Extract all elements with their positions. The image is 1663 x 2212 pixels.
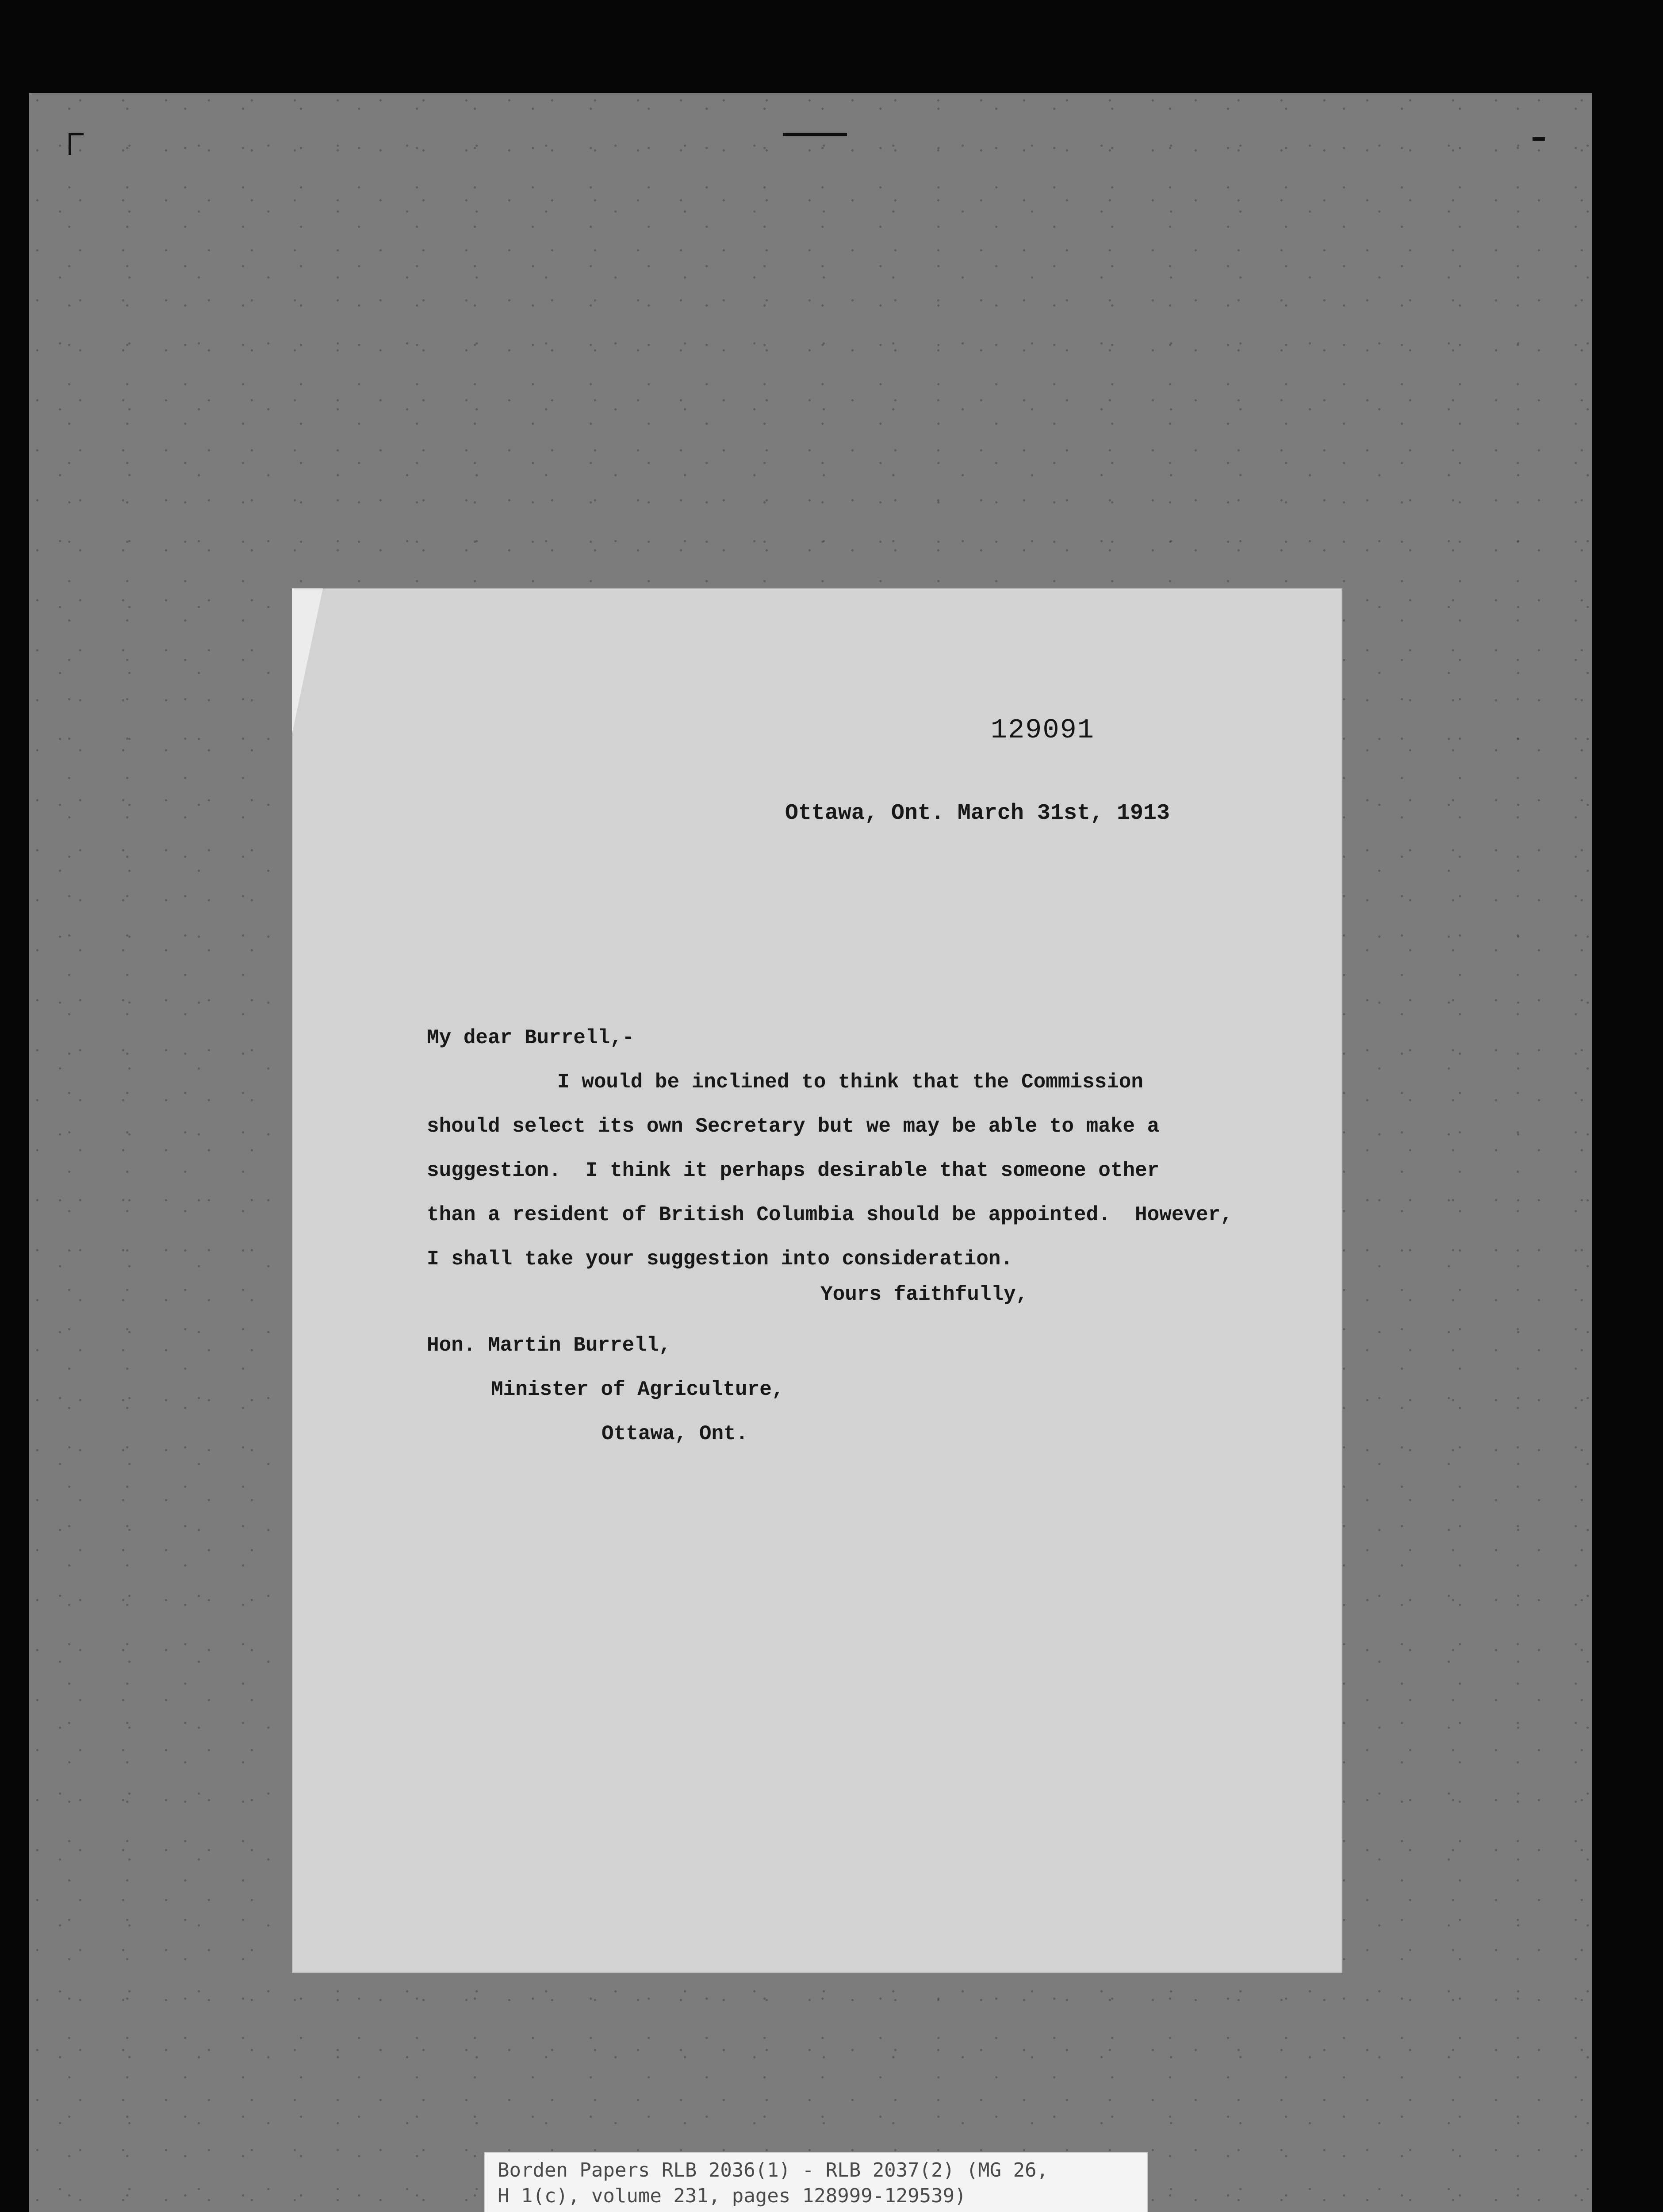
- frame-mark: [783, 133, 847, 136]
- body-line: suggestion. I think it perhaps desirable that someone other: [427, 1159, 1160, 1182]
- document-number: 129091: [990, 714, 1095, 746]
- folded-corner: [292, 588, 323, 734]
- body-line: I shall take your suggestion into consideration.: [427, 1248, 1013, 1271]
- addressee-location: Ottawa, Ont.: [602, 1422, 748, 1445]
- corner-crop-mark: [69, 133, 84, 155]
- addressee-name: Hon. Martin Burrell,: [427, 1334, 671, 1357]
- body-line: should select its own Secretary but we may be able to make a: [427, 1115, 1160, 1138]
- closing: Yours faithfully,: [820, 1283, 1028, 1306]
- body-line: I would be inclined to think that the Commission: [557, 1071, 1144, 1094]
- reference-line: Borden Papers RLB 2036(1) - RLB 2037(2) (MG 26,: [498, 2159, 1049, 2181]
- reference-card: [484, 2152, 1148, 2212]
- reference-line: H 1(c), volume 231, pages 128999-129539): [498, 2185, 966, 2207]
- letter-page: [292, 588, 1342, 1973]
- frame-mark: [1533, 137, 1545, 141]
- body-line: than a resident of British Columbia should be appointed. However,: [427, 1203, 1233, 1226]
- addressee-title: Minister of Agriculture,: [491, 1378, 784, 1401]
- salutation: My dear Burrell,-: [427, 1026, 635, 1049]
- letter-date: Ottawa, Ont. March 31st, 1913: [785, 801, 1170, 826]
